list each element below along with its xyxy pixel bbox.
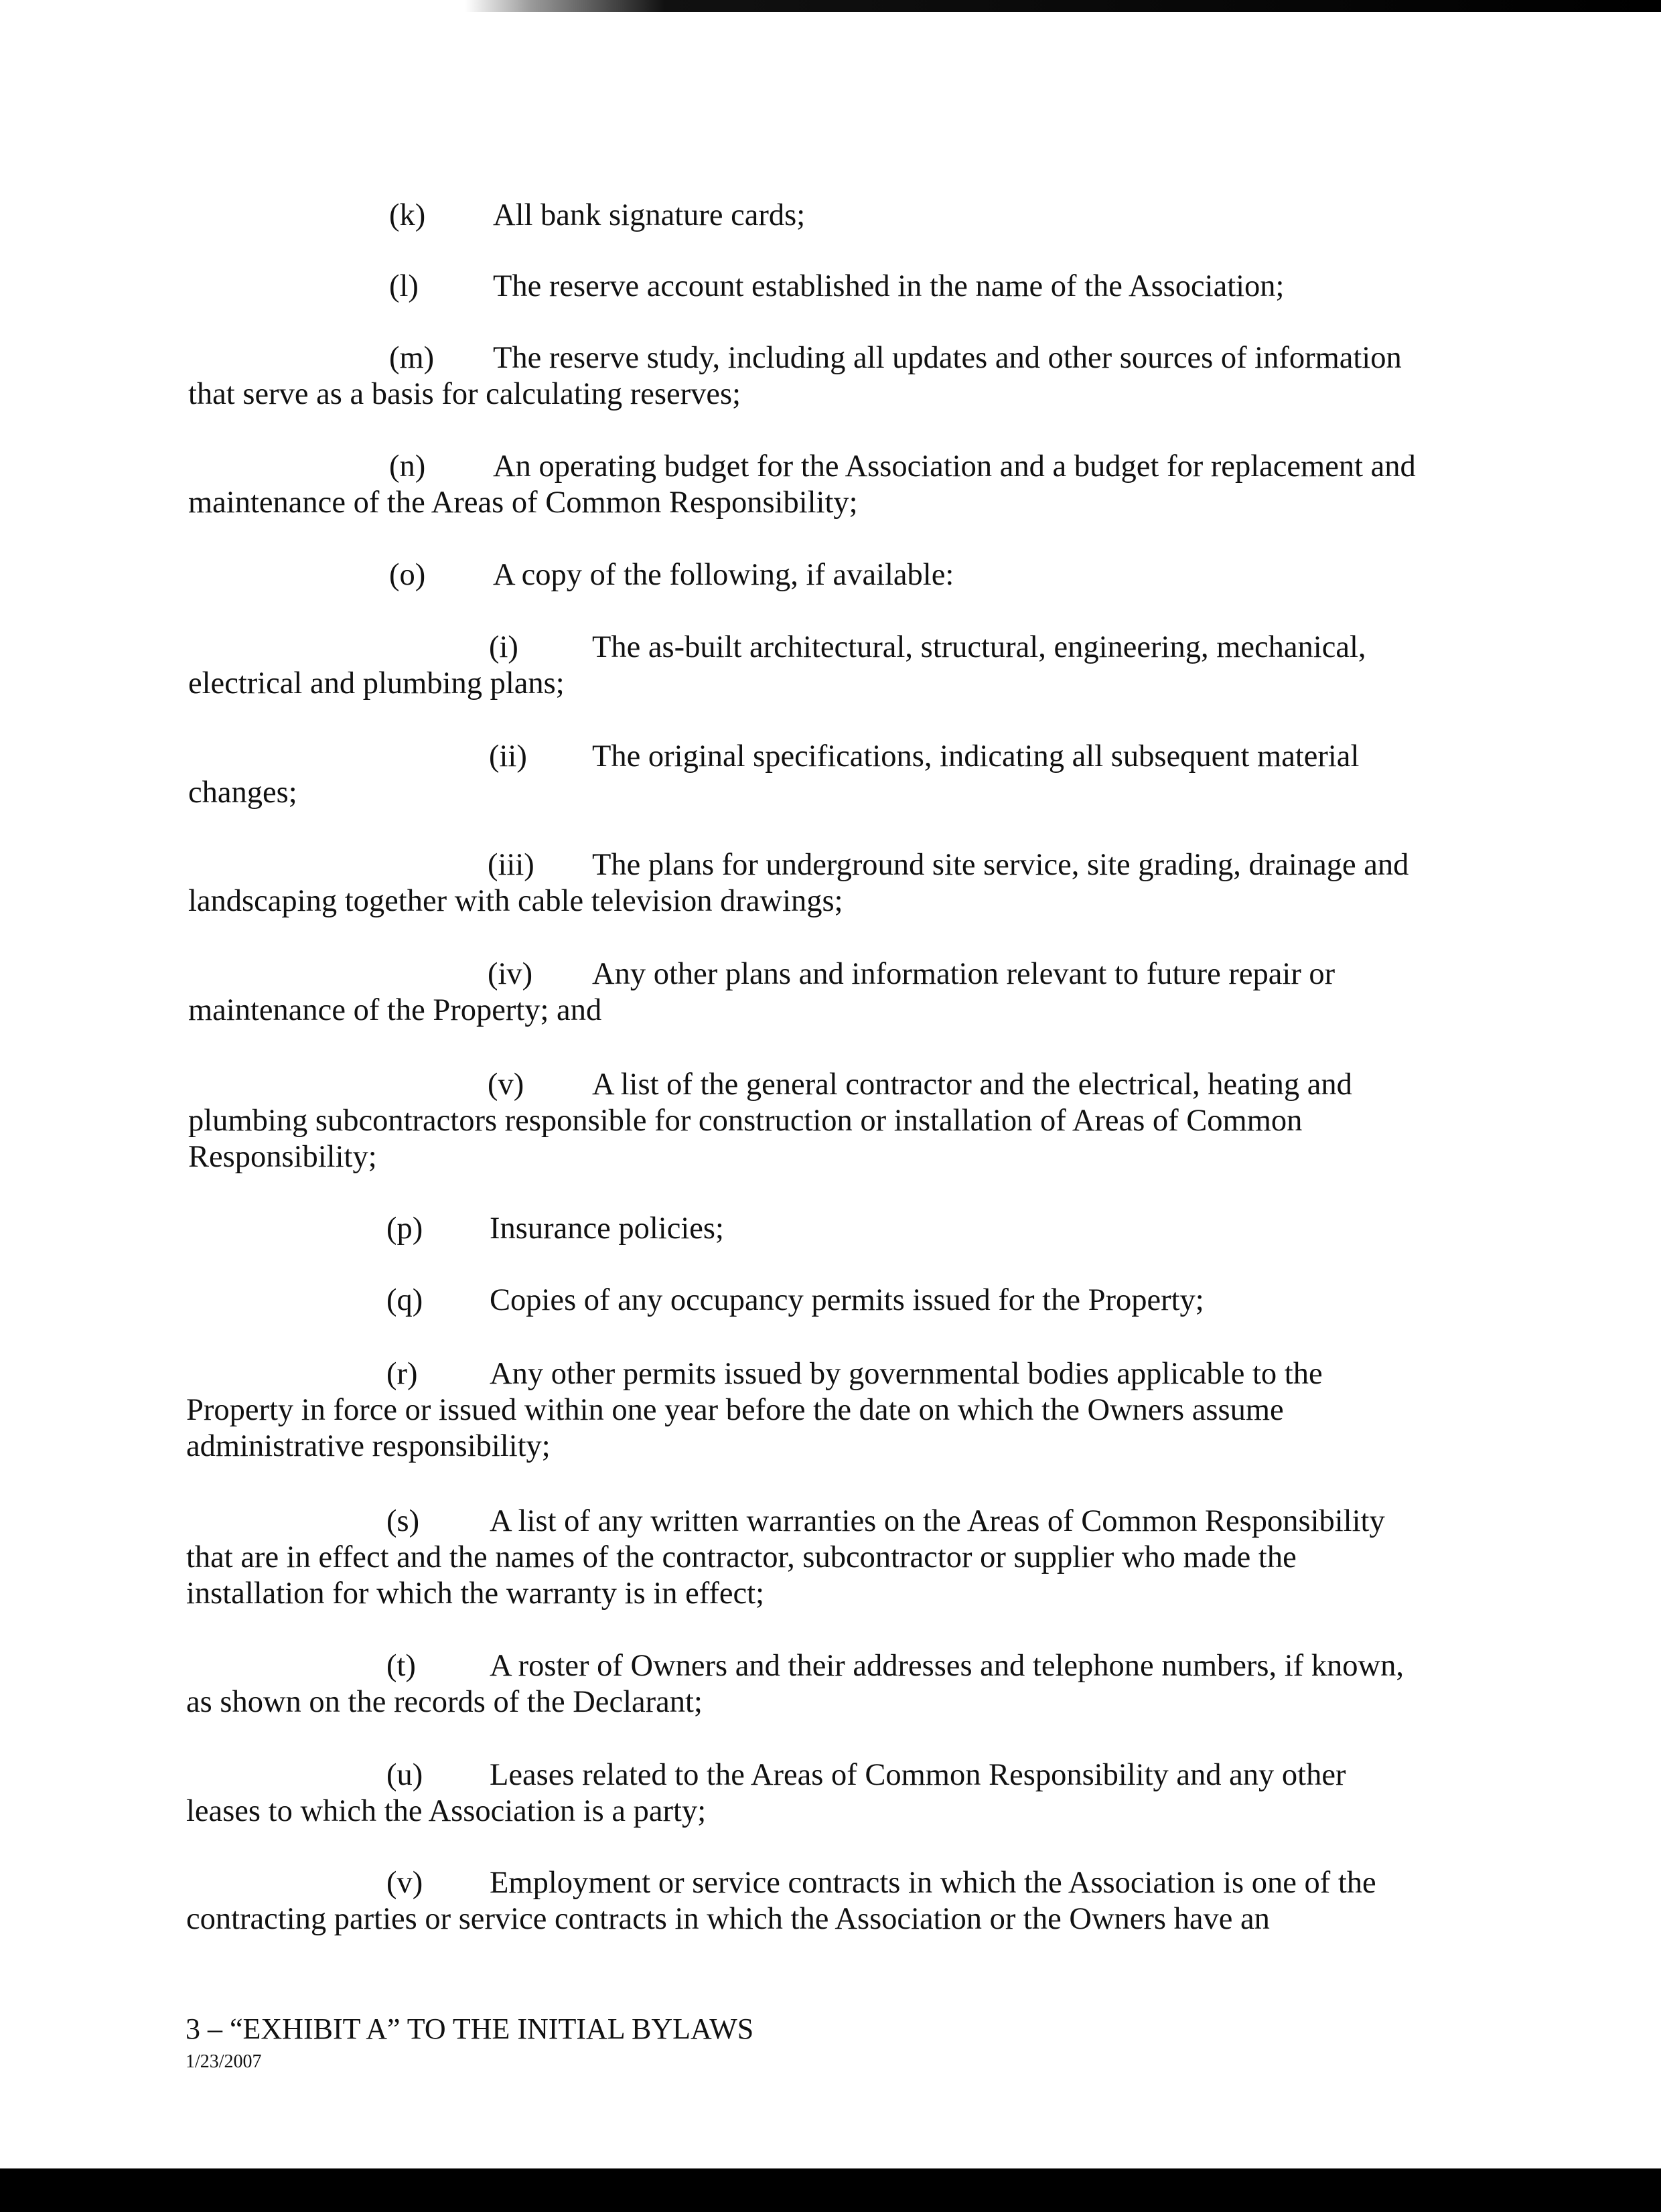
item-continuation: maintenance of the Property; and <box>188 993 602 1027</box>
item-text: A roster of Owners and their addresses and telephone numbers, if known, <box>490 1649 1404 1683</box>
item-label: (q) <box>386 1283 423 1317</box>
item-label: (iv) <box>488 957 533 991</box>
item-continuation: installation for which the warranty is in effect; <box>186 1576 764 1611</box>
item-label: (n) <box>389 449 426 484</box>
item-text: Insurance policies; <box>490 1211 724 1246</box>
footer-date: 1/23/2007 <box>186 2051 262 2072</box>
item-continuation: administrative responsibility; <box>186 1429 551 1463</box>
item-text: A copy of the following, if available: <box>493 558 954 592</box>
item-label: (t) <box>386 1649 416 1683</box>
footer-title: 3 – “EXHIBIT A” TO THE INITIAL BYLAWS <box>186 2012 754 2045</box>
item-text: All bank signature cards; <box>493 198 806 232</box>
item-continuation: landscaping together with cable television drawings; <box>188 884 843 918</box>
item-text: The as-built architectural, structural, engineering, mechanical, <box>592 630 1366 664</box>
item-label: (o) <box>389 558 426 592</box>
item-label: (u) <box>386 1758 423 1792</box>
item-label: (k) <box>389 198 426 232</box>
item-text: Employment or service contracts in which the Association is one of the <box>490 1866 1376 1900</box>
item-label: (l) <box>389 269 419 303</box>
scan-bottom-edge <box>0 2168 1661 2212</box>
item-label: (s) <box>386 1504 420 1538</box>
item-continuation: as shown on the records of the Declarant; <box>186 1685 703 1719</box>
item-text: Leases related to the Areas of Common Responsibility and any other <box>490 1758 1346 1792</box>
item-continuation: that are in effect and the names of the contractor, subcontractor or supplier who made the <box>186 1540 1297 1574</box>
item-label: (r) <box>386 1357 418 1391</box>
item-text: The reserve account established in the name of the Association; <box>493 269 1285 303</box>
item-continuation: that serve as a basis for calculating reserves; <box>188 377 741 411</box>
item-continuation: leases to which the Association is a party; <box>186 1794 707 1828</box>
item-text: The original specifications, indicating all subsequent material <box>592 739 1360 773</box>
item-text: Any other plans and information relevant to future repair or <box>592 957 1335 991</box>
item-label: (ii) <box>489 739 527 773</box>
item-label: (iii) <box>488 848 534 882</box>
item-label: (v) <box>386 1866 423 1900</box>
item-text: Any other permits issued by governmental bodies applicable to the <box>490 1357 1323 1391</box>
item-text: A list of the general contractor and the electrical, heating and <box>592 1067 1352 1102</box>
item-continuation: maintenance of the Areas of Common Responsibility; <box>188 486 858 520</box>
item-text: Copies of any occupancy permits issued for the Property; <box>490 1283 1204 1317</box>
item-label: (v) <box>488 1067 524 1102</box>
item-text: An operating budget for the Association and a budget for replacement and <box>493 449 1416 484</box>
item-continuation: electrical and plumbing plans; <box>188 666 565 701</box>
item-text: The plans for underground site service, site grading, drainage and <box>592 848 1409 882</box>
item-label: (p) <box>386 1211 423 1246</box>
item-continuation: Property in force or issued within one year before the date on which the Owners assume <box>186 1393 1284 1427</box>
item-label: (i) <box>489 630 518 664</box>
item-text: A list of any written warranties on the Areas of Common Responsibility <box>490 1504 1385 1538</box>
item-label: (m) <box>389 341 435 375</box>
item-continuation: contracting parties or service contracts in which the Association or the Owners have an <box>186 1902 1270 1936</box>
item-continuation: changes; <box>188 776 297 810</box>
item-continuation: plumbing subcontractors responsible for construction or installation of Areas of Common <box>188 1104 1303 1138</box>
item-text: The reserve study, including all updates and other sources of information <box>493 341 1402 375</box>
item-continuation: Responsibility; <box>188 1140 377 1174</box>
